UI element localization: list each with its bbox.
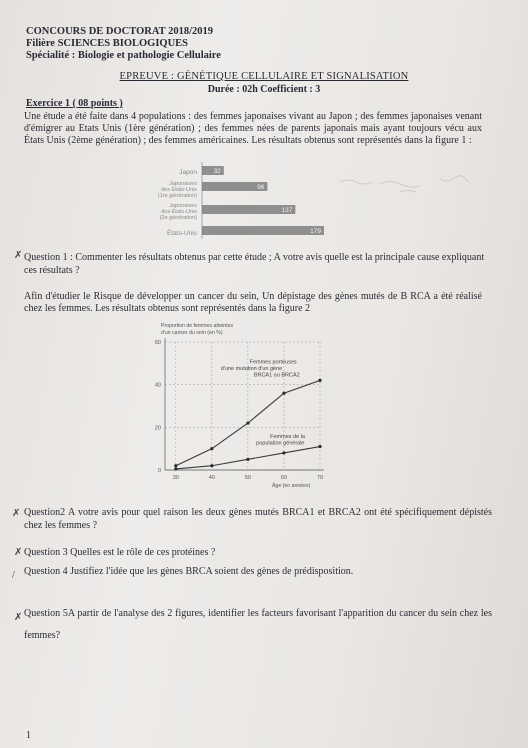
y-tick-label: 40 bbox=[154, 382, 161, 389]
x-tick-label: 60 bbox=[280, 475, 288, 481]
series-point-1-1 bbox=[210, 464, 213, 467]
question-3: Question 3 Quelles est le rôle de ces protéines ? bbox=[24, 547, 216, 558]
svg-text:(1re génération): (1re génération) bbox=[157, 193, 197, 199]
svg-text:des États-Unis: des États-Unis bbox=[161, 209, 197, 215]
series-label-brca: d'une mutation d'un gène bbox=[220, 365, 283, 372]
check-mark-4: / bbox=[12, 570, 15, 581]
exercise-intro: Une étude a été faite dans 4 populations : des femmes japonaises vivant au Japon ; des femmes japonaises venant d'émigrer au Etats Unis (1ère génération) ; des femmes nées de parents japonais mais ayant toujours vécu aux États Unis (2ème génération) ; des femmes américaines. Les résultats obtenus sont représentés dans la figure 1 : bbox=[24, 111, 482, 146]
header-competition: CONCOURS DE DOCTORAT 2018/2019 bbox=[26, 26, 213, 37]
bar-label-gen2: Japonaises bbox=[169, 203, 197, 209]
bar-label-usa: États-Unis bbox=[167, 230, 197, 237]
series-label-brca: BRCA1 ou BRCA2 bbox=[253, 372, 300, 379]
question-5: Question 5A partir de l'analyse des 2 figures, identifier les facteurs favorisant l'apparition du cancer du sein chez les femmes? bbox=[24, 608, 492, 641]
series-point-1-3 bbox=[282, 451, 285, 454]
series-point-1-2 bbox=[246, 458, 249, 461]
svg-text:(2e génération): (2e génération) bbox=[159, 215, 197, 221]
x-tick-label: 30 bbox=[172, 475, 179, 481]
bar-value-0: 32 bbox=[213, 168, 221, 175]
x-tick-label: 40 bbox=[208, 475, 215, 481]
check-mark-5: ✗ bbox=[14, 612, 23, 623]
series-point-0-0 bbox=[174, 464, 177, 467]
question-4: Question 4 Justifiez l'idée que les gènes BRCA soient des gènes de prédisposition. bbox=[24, 566, 354, 577]
series-label-general: population générale bbox=[256, 440, 305, 447]
y-axis-label-2: d'un cancer du sein (en %) bbox=[161, 330, 223, 336]
x-tick-label: 50 bbox=[244, 475, 251, 481]
exercise-heading: Exercice 1 ( 08 points ) bbox=[26, 98, 123, 109]
series-label-brca: Femmes porteuses bbox=[249, 359, 297, 366]
x-axis-label: Âge (en années) bbox=[271, 483, 311, 489]
y-tick-label: 60 bbox=[154, 340, 161, 346]
header-specialty: Spécialité : Biologie et pathologie Cellulaire bbox=[26, 50, 221, 61]
series-point-0-4 bbox=[318, 379, 321, 382]
question-1: Question 1 : Commenter les résultats obtenus par cette étude ; A votre avis quelle est la principale cause expliquant ces résultats ? bbox=[24, 252, 485, 276]
bar-value-2: 137 bbox=[281, 207, 293, 214]
bar-label-gen1: Japonaises bbox=[169, 181, 197, 187]
series-point-1-4 bbox=[318, 445, 321, 448]
exam-duration: Durée : 02h Coefficient : 3 bbox=[207, 84, 321, 95]
check-mark-3: ✗ bbox=[14, 547, 23, 558]
series-point-1-0 bbox=[174, 467, 177, 470]
check-mark-2: ✗ bbox=[12, 508, 21, 519]
question-2: Question2 A votre avis pour quel raison les deux gènes mutés BRCA1 et BRCA2 ont été spécifiquement dépistés chez les femmes ? bbox=[24, 507, 492, 531]
brca-paragraph: Afin d'étudier le Risque de développer un cancer du sein, Un dépistage des gènes mutés de B RCA a été réalisé chez les femmes. Les résultats obtenus sont représentés dans la figure 2 bbox=[24, 291, 482, 314]
header-field: Filière SCIENCES BIOLOGIQUES bbox=[26, 38, 189, 49]
series-point-0-2 bbox=[246, 421, 249, 424]
exam-title: EPREUVE : GÉNÉTIQUE CELLULAIRE ET SIGNALISATION bbox=[119, 71, 409, 82]
figure-2-line-chart bbox=[0, 318, 528, 490]
faded-handwritten-note bbox=[340, 176, 468, 192]
page-number: 1 bbox=[26, 730, 31, 741]
bar-value-1: 96 bbox=[257, 184, 265, 191]
y-tick-label: 0 bbox=[157, 468, 161, 474]
bar-3 bbox=[202, 226, 324, 235]
series-label-general: Femmes de la bbox=[270, 434, 305, 440]
svg-text:des États-Unis: des États-Unis bbox=[161, 187, 197, 193]
bar-label-japan: Japon bbox=[179, 169, 197, 176]
x-tick-label: 70 bbox=[316, 475, 324, 481]
series-point-0-1 bbox=[210, 447, 213, 450]
figure-1-bar-chart bbox=[0, 160, 528, 244]
y-tick-label: 20 bbox=[154, 425, 161, 432]
check-mark-1: ✗ bbox=[14, 250, 23, 261]
series-point-0-3 bbox=[282, 392, 285, 395]
bar-value-3: 179 bbox=[310, 228, 321, 235]
y-axis-label: Proportion de femmes atteintes bbox=[161, 323, 234, 329]
